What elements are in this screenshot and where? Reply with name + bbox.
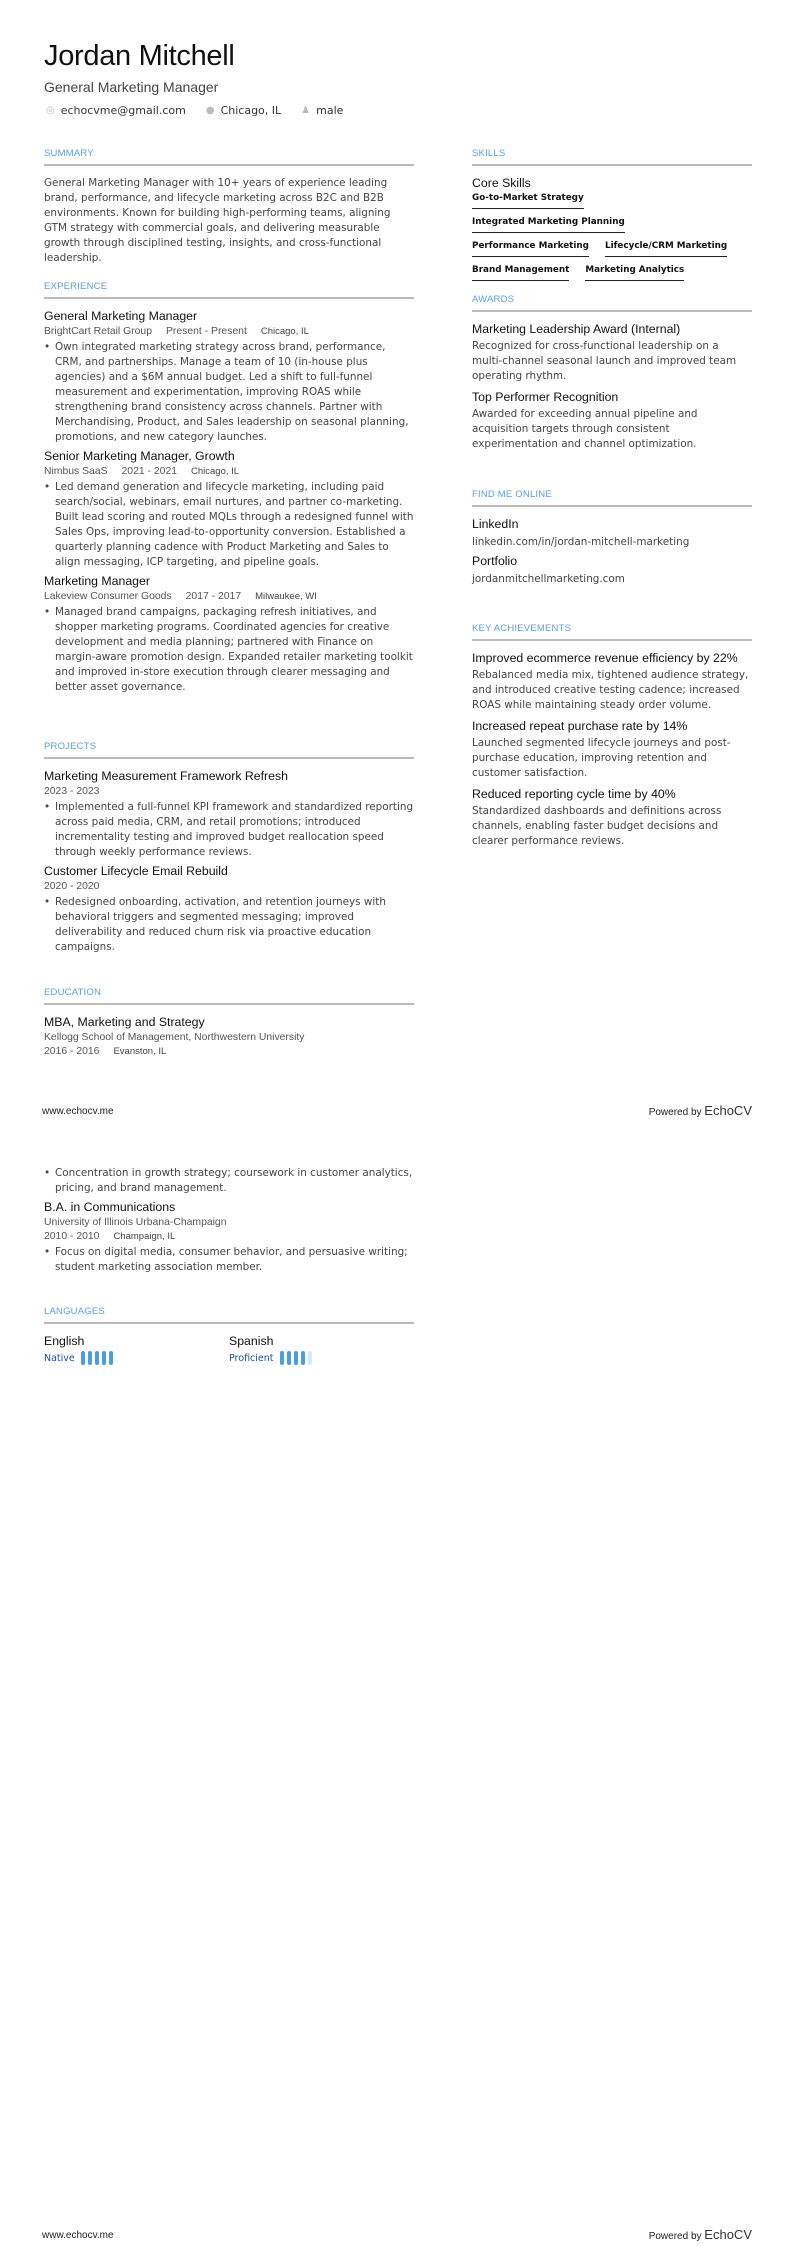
skill-tag: Lifecycle/CRM Marketing [605, 241, 727, 257]
bullet [44, 895, 414, 955]
bullet-text: Own integrated marketing strategy across brand, performance, CRM, and partnerships. Manage a team of 10 (in-house plus agencies) and a $6M annual budget. Led a shift to full-funnel measurement and experimentation, improving ROAS while strengthening brand consistency across channels. Partner with Merchandising, Product, and Sales leadership on seasonal planning, promotions, and new category launches. [55, 341, 409, 443]
bullet [44, 480, 414, 570]
bullet: • Focus on digital media, consumer behavior, and persuasive writing; student marketing association member. [44, 1246, 408, 1273]
dates: 2010 - 2010 [44, 1231, 100, 1242]
skill-tag: Marketing Analytics [585, 265, 684, 281]
skill-tag: Integrated Marketing Planning [472, 217, 625, 233]
achievement-title: Improved ecommerce revenue efficiency by 22% [472, 651, 738, 665]
achievement-title: Reduced reporting cycle time by 40% [472, 787, 676, 801]
section-heading: SUMMARY [44, 148, 414, 166]
language-level [44, 1351, 229, 1365]
achievement-item [472, 719, 752, 781]
skill-tag: Performance Marketing [472, 241, 589, 257]
location: Champaign, IL [113, 1231, 176, 1242]
bullet [44, 605, 414, 695]
online-link [472, 517, 752, 550]
project-item [44, 769, 414, 860]
person-icon: ♟ [301, 105, 311, 116]
bullet [44, 800, 414, 860]
dates: 2017 - 2017 [185, 591, 242, 602]
award-description: Recognized for cross-functional leadership on a multi-channel seasonal launch and improved team operating rhythm. [472, 340, 737, 382]
bullet: • Concentration in growth strategy; coursework in customer analytics, pricing, and brand management. [44, 1167, 413, 1194]
location: Chicago, IL [260, 326, 309, 337]
link-label: LinkedIn [472, 517, 519, 531]
degree: MBA, Marketing and Strategy [44, 1015, 205, 1029]
achievement-item [472, 787, 752, 849]
experience-item [44, 574, 414, 695]
level-label: Proficient [229, 1352, 274, 1364]
dates: 2016 - 2016 [44, 1046, 100, 1057]
footer-powered [649, 1103, 752, 1118]
section-heading: LANGUAGES [44, 1306, 414, 1324]
languages-section [44, 1306, 414, 1365]
company: Lakeview Consumer Goods [44, 591, 172, 602]
level-bar [294, 1351, 298, 1365]
award-item [472, 322, 752, 384]
language-level [229, 1351, 414, 1365]
bullet-text: Redesigned onboarding, activation, and retention journeys with behavioral triggers and segmented messaging; improved deliverability and reduced churn risk via proactive education campaigns. [55, 896, 386, 953]
candidate-name: Jordan Mitchell [44, 40, 235, 72]
email-icon: ◎ [46, 105, 55, 116]
footer-site-link[interactable]: www.echocv.me [42, 1106, 114, 1117]
language-item [44, 1334, 229, 1365]
footer-site-link[interactable]: www.echocv.me [42, 2230, 114, 2241]
link-url[interactable]: linkedin.com/in/jordan-mitchell-marketing [472, 536, 690, 548]
email[interactable]: echocvme@gmail.com [60, 104, 186, 117]
section-heading: EDUCATION [44, 987, 414, 1005]
school: University of Illinois Urbana-Champaign [44, 1217, 227, 1228]
brand-name: EchoCV [704, 1103, 752, 1118]
contact-row [46, 104, 343, 117]
level-bars [81, 1351, 113, 1365]
bullet-text: Managed brand campaigns, packaging refresh initiatives, and shopper marketing programs. Coordinated agencies for creative development and media planning; partnered with Finance on margin-aware promotion design. Expanded retailer marketing toolkit and improved in-store execution through clearer messaging and better asset governance. [55, 606, 413, 693]
section-heading: SKILLS [472, 148, 752, 166]
school: Kellogg School of Management, Northwestern University [44, 1032, 305, 1043]
level-bar [287, 1351, 291, 1365]
awards-section [472, 294, 752, 458]
experience-item [44, 449, 414, 570]
bullet-dot: • [44, 481, 51, 493]
section-heading: KEY ACHIEVEMENTS [472, 623, 752, 641]
section-heading: FIND ME ONLINE [472, 489, 752, 507]
level-bar [88, 1351, 92, 1365]
section-heading: PROJECTS [44, 741, 414, 759]
award-title: Marketing Leadership Award (Internal) [472, 322, 681, 336]
job-meta [44, 326, 414, 337]
bullet-dot: • [44, 341, 51, 353]
achievement-description: Launched segmented lifecycle journeys and post-purchase education, improving retention and customer satisfaction. [472, 737, 731, 779]
level-bar [95, 1351, 99, 1365]
job-meta [44, 591, 414, 602]
bullet-text: Implemented a full-funnel KPI framework and standardized reporting across paid media, CRM, and retail promotions; introduced incrementality testing and improved budget reallocation speed through weekly performance reviews. [55, 801, 414, 858]
project-item [44, 864, 414, 955]
degree: B.A. in Communications [44, 1200, 176, 1214]
online-link [472, 554, 752, 587]
achievement-description: Rebalanced media mix, tightened audience strategy, and introduced creative testing cadence; increased ROAS while maintaining steady order volume. [472, 669, 749, 711]
level-label: Native [44, 1352, 75, 1364]
bullet-dot: • [44, 896, 51, 908]
job-role: General Marketing Manager [44, 309, 198, 323]
gender: male [316, 104, 344, 117]
bullet [44, 340, 414, 445]
dates: 2023 - 2023 [44, 786, 100, 797]
bullet-text: Led demand generation and lifecycle marketing, including paid search/social, webinars, email nurtures, and partner co-marketing. Built lead scoring and routed MQLs through a redesigned funnel with Sales Ops, improving lead-to-opportunity conversion. Established a quarterly planning cadence with Product Marketing and Sales to align messaging, ICP targeting, and pipeline goals. [55, 481, 414, 568]
skill-tag: Brand Management [472, 265, 569, 281]
location: Chicago, IL [220, 104, 282, 117]
achievement-item [472, 651, 752, 713]
skill-group-title: Core Skills [472, 176, 531, 190]
language-item [229, 1334, 414, 1365]
award-item [472, 390, 752, 452]
job-role: Senior Marketing Manager, Growth [44, 449, 235, 463]
skills-section [472, 148, 752, 281]
summary-text: General Marketing Manager with 10+ years of experience leading brand, performance, and lifecycle marketing across B2C and B2B environments. Known for building high-performing teams, aligning GTM strategy with commercial goals, and delivering measurable growth through disciplined testing, insights, and cross-functional leadership. [44, 177, 391, 264]
award-description: Awarded for exceeding annual pipeline and acquisition targets through consistent experimentation and channel optimization. [472, 408, 698, 450]
company: Nimbus SaaS [44, 466, 108, 477]
language-name: Spanish [229, 1334, 274, 1348]
location: Milwaukee, WI [255, 591, 317, 602]
link-label: Portfolio [472, 554, 518, 568]
project-name: Marketing Measurement Framework Refresh [44, 769, 288, 783]
footer-powered [649, 2227, 752, 2242]
link-url[interactable]: jordanmitchellmarketing.com [472, 573, 625, 585]
online-section [472, 489, 752, 591]
dates: 2020 - 2020 [44, 881, 100, 892]
location: Chicago, IL [191, 466, 240, 477]
education-section [44, 987, 414, 1060]
education-continued [44, 1166, 414, 1279]
level-bars [280, 1351, 312, 1365]
achievement-title: Increased repeat purchase rate by 14% [472, 719, 688, 733]
level-bar [308, 1351, 312, 1365]
skill-tag: Go-to-Market Strategy [472, 193, 584, 209]
powered-by-label: Powered by [648, 1107, 702, 1118]
dates: 2021 - 2021 [121, 466, 177, 477]
summary-section [44, 148, 414, 266]
level-bar [301, 1351, 305, 1365]
language-name: English [44, 1334, 85, 1348]
level-bar [102, 1351, 106, 1365]
dates: Present - Present [166, 326, 247, 337]
achievement-description: Standardized dashboards and definitions across channels, enabling faster budget decisions and clearer performance reviews. [472, 805, 722, 847]
location: Evanston, IL [113, 1046, 167, 1057]
company: BrightCart Retail Group [44, 326, 152, 337]
candidate-title: General Marketing Manager [44, 79, 219, 95]
project-name: Customer Lifecycle Email Rebuild [44, 864, 228, 878]
experience-item [44, 309, 414, 445]
bullet-dot: • [44, 606, 51, 618]
level-bar [81, 1351, 85, 1365]
section-heading: EXPERIENCE [44, 281, 414, 299]
experience-section [44, 281, 414, 699]
bullet-dot: • [44, 801, 51, 813]
level-bar [109, 1351, 113, 1365]
projects-section [44, 741, 414, 959]
location-pin-icon: ● [205, 105, 215, 116]
brand-name: EchoCV [704, 2227, 752, 2242]
award-title: Top Performer Recognition [472, 390, 619, 404]
job-meta [44, 466, 414, 477]
powered-by-label: Powered by [648, 2231, 702, 2242]
achievements-section [472, 623, 752, 855]
level-bar [280, 1351, 284, 1365]
section-heading: AWARDS [472, 294, 752, 312]
job-role: Marketing Manager [44, 574, 150, 588]
